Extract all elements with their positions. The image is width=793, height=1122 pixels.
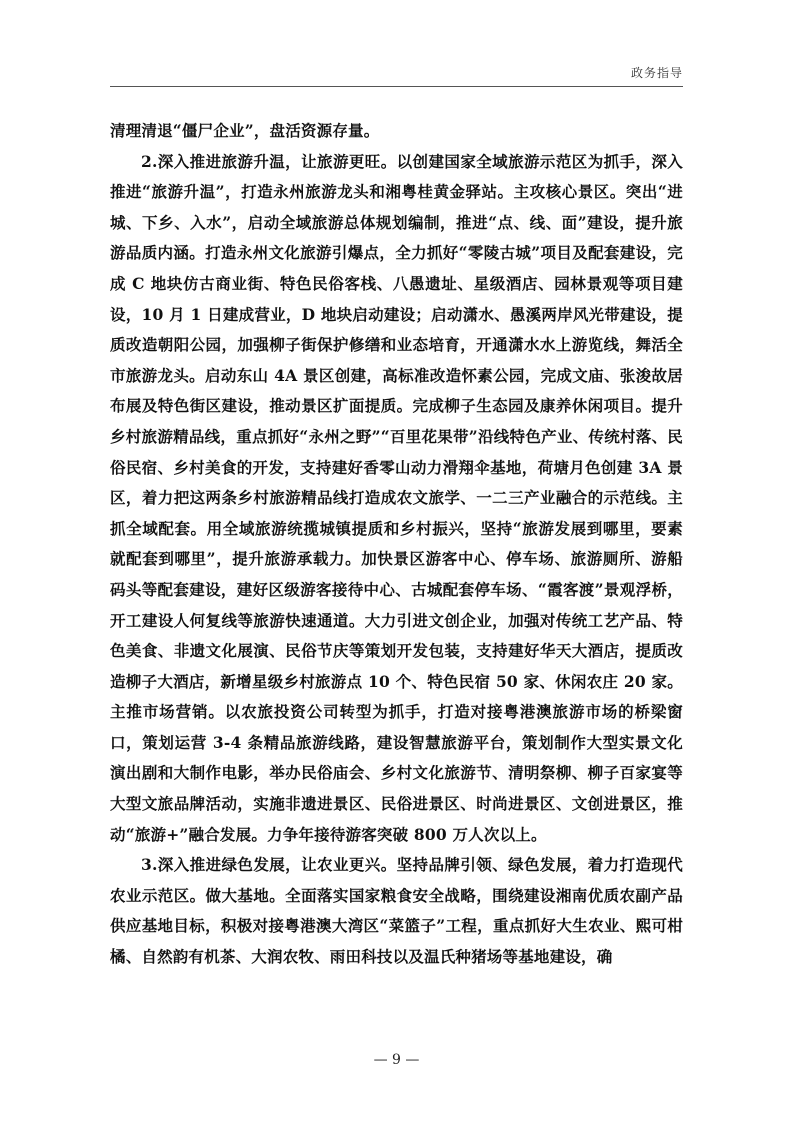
paragraph-tourism: 2.深入推进旅游升温，让旅游更旺。以创建国家全域旅游示范区为抓手，深入推进“旅游升温”，打造永州旅游龙头和湘粤桂黄金驿站。主攻核心景区。突出“进城、下乡、入水”，启动全域旅游总体规划编制，推进“点、线、面”建设，提升旅游品质内涵。打造永州文化旅游引爆点，全力抓好“零陵古城”项目及配套建设，完成 C 地块仿古商业街、特色民俗客栈、八愚遗址、星级酒店、园林景观等项目建设，10 月 1 日建成营业，D 地块启动建设；启动潇水、愚溪两岸风光带建设，提质改造朝阳公园，加强柳子街保护修缮和业态培育，开通潇水水上游览线，舞活全市旅游龙头。启动东山 4A 景区创建，高标准改造怀素公园，完成文庙、张浚故居布展及特色街区建设，推动景区扩面提质。完成柳子生态园及康养休闲项目。提升乡村旅游精品线，重点抓好“永州之野”“百里花果带”沿线特色产业、传统村落、民俗民宿、乡村美食的开发，支持建好香零山动力滑翔伞基地，荷塘月色创建 3A 景区，着力把这两条乡村旅游精品线打造成农文旅学、一二三产业融合的示范线。主抓全域配套。用全域旅游统揽城镇提质和乡村振兴，坚持“旅游发展到哪里，要素就配套到哪里”，提升旅游承载力。加快景区游客中心、停车场、旅游厕所、游船码头等配套建设，建好区级游客接待中心、古城配套停车场、“霞客渡”景观浮桥，开工建设人何复线等旅游快速通道。大力引进文创企业，加强对传统工艺产品、特色美食、非遗文化展演、民俗节庆等策划开发包装，支持建好华天大酒店，提质改造柳子大酒店，新增星级乡村旅游点 10 个、特色民宿 50 家、休闲农庄 20 家。主推市场营销。以农旅投资公司转型为抓手，打造对接粤港澳旅游市场的桥梁窗口，策划运营 3-4 条精品旅游线路，建设智慧旅游平台，策划制作大型实景文化演出剧和大制作电影，举办民俗庙会、乡村文化旅游节、清明祭柳、柳子百家宴等大型文旅品牌活动，实施非遗进景区、民俗进景区、时尚进景区、文创进景区，推动“旅游+”融合发展。力争年接待游客突破 800 万人次以上。 (110, 151, 683, 844)
header-divider (110, 86, 683, 87)
paragraph-agriculture: 3.深入推进绿色发展，让农业更兴。坚持品牌引领、绿色发展，着力打造现代农业示范区。做大基地。全面落实国家粮食安全战略，围绕建设湘南优质农副产品供应基地目标，积极对接粤港澳大湾区“菜篮子”工程，重点抓好大生农业、熙可柑橘、自然韵有机茶、大润农牧、雨田科技以及温氏种猪场等基地建设，确 (110, 855, 683, 967)
page-number: — 9 — (373, 1052, 420, 1068)
running-header-label: 政务指导 (630, 66, 683, 80)
document-body (110, 116, 683, 973)
paragraph-continuation: 清理清退“僵尸企业”，盘活资源存量。 (110, 121, 380, 140)
